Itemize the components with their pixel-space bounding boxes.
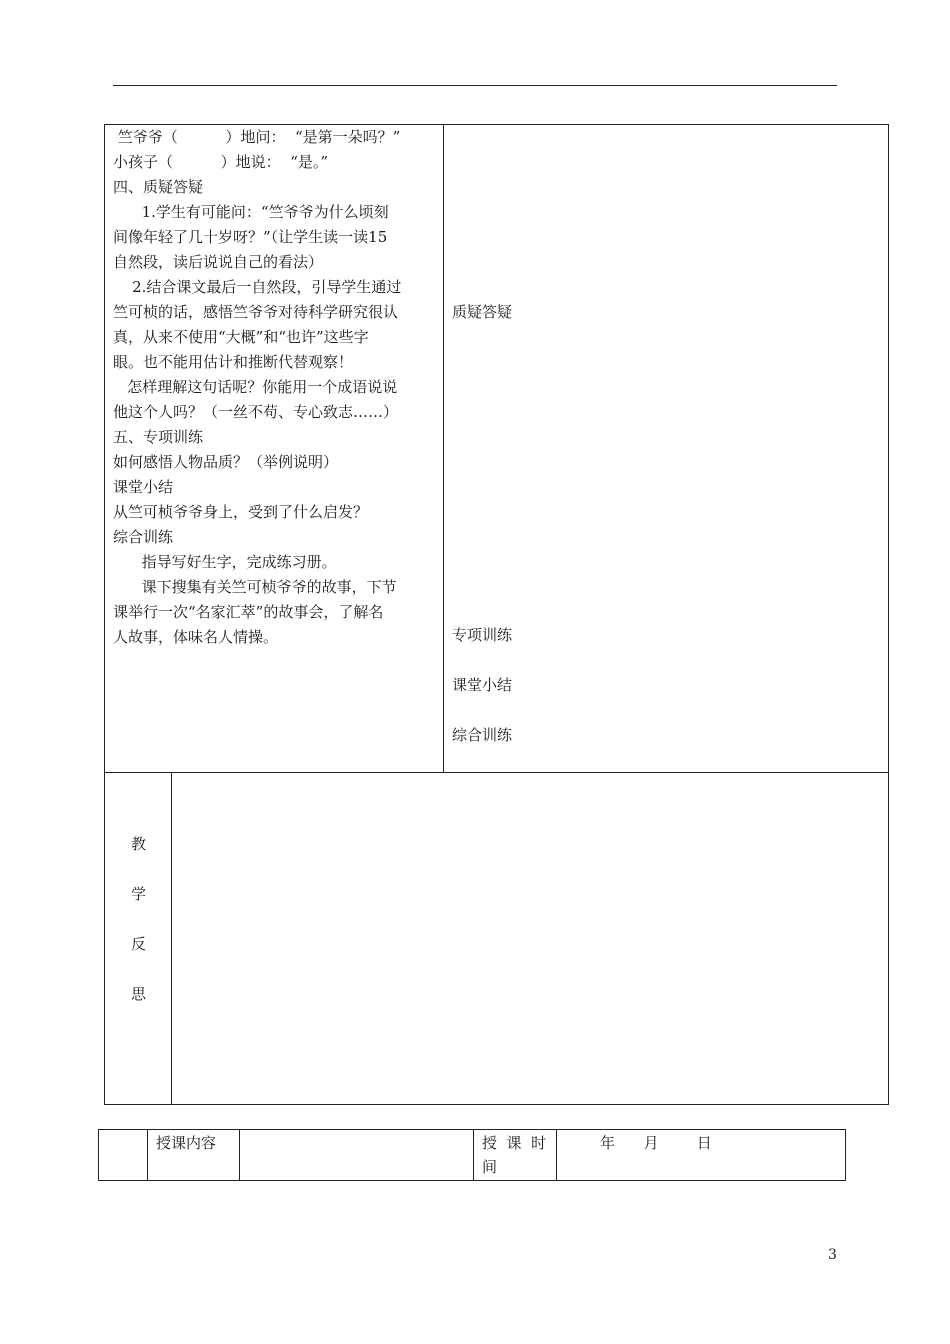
lesson-line: 自然段，读后说说自己的看法）: [113, 253, 324, 271]
lesson-line: 指导写好生字，完成练习册。: [113, 553, 337, 571]
lesson-line: 如何感悟人物品质？（举例说明）: [113, 453, 339, 471]
lesson-line: 间像年轻了几十岁呀？”（让学生读一读15: [113, 228, 388, 246]
lesson-column-divider: [443, 124, 444, 772]
lesson-line: 综合训练: [113, 528, 174, 546]
lesson-line: 五、专项训练: [113, 428, 204, 446]
class-info-divider: [556, 1129, 557, 1181]
side-note-qa: 质疑答疑: [452, 303, 513, 321]
lesson-line: 课堂小结: [113, 478, 174, 496]
class-info-divider: [473, 1129, 474, 1181]
reflection-label-char: 思: [131, 985, 147, 1003]
side-note-comprehensive: 综合训练: [452, 726, 513, 744]
lesson-line: 小孩子（ ）地说： “是。”: [113, 153, 329, 171]
class-info-divider: [147, 1129, 148, 1181]
class-info-divider: [239, 1129, 240, 1181]
lesson-line: 竺爷爷（ ）地问： “是第一朵吗？”: [113, 128, 401, 146]
reflection-label-char: 教: [131, 835, 147, 853]
lesson-line: 四、质疑答疑: [113, 178, 204, 196]
reflection-label-divider: [171, 772, 172, 1105]
lesson-line: 眼。也不能用估计和推断代替观察！: [113, 353, 354, 371]
lesson-line: 真，从来不使用“大概”和“也许”这些字: [113, 328, 369, 346]
side-note-special: 专项训练: [452, 626, 513, 644]
lesson-line: 2.结合课文最后一自然段，引导学生通过: [113, 278, 402, 296]
reflection-divider: [104, 772, 889, 773]
lesson-line: 竺可桢的话，感悟竺爷爷对待科学研究很认: [113, 303, 399, 321]
date-field: 年 月 日: [600, 1134, 712, 1152]
lesson-line: 课下搜集有关竺可桢爷爷的故事，下节: [113, 578, 397, 596]
page-number: 3: [828, 1247, 837, 1263]
time-label: 授 课 时: [482, 1134, 547, 1152]
lesson-line: 1.学生有可能问：“竺爷爷为什么顷刻: [113, 203, 389, 221]
lesson-line: 从竺可桢爷爷身上，受到了什么启发？: [113, 503, 369, 521]
reflection-label-char: 学: [131, 885, 147, 903]
time-label-continued: 间: [482, 1158, 498, 1176]
lesson-line: 他这个人吗？（一丝不苟、专心致志……）: [113, 403, 399, 421]
lesson-line: 怎样理解这句话呢？你能用一个成语说说: [113, 378, 398, 396]
header-rule: [113, 85, 837, 86]
side-note-summary: 课堂小结: [452, 676, 513, 694]
lesson-line: 人故事，体味名人情操。: [113, 628, 279, 646]
lesson-line: 课举行一次“名家汇萃”的故事会，了解名: [113, 603, 384, 621]
content-label: 授课内容: [156, 1134, 217, 1152]
reflection-label-char: 反: [131, 935, 147, 953]
